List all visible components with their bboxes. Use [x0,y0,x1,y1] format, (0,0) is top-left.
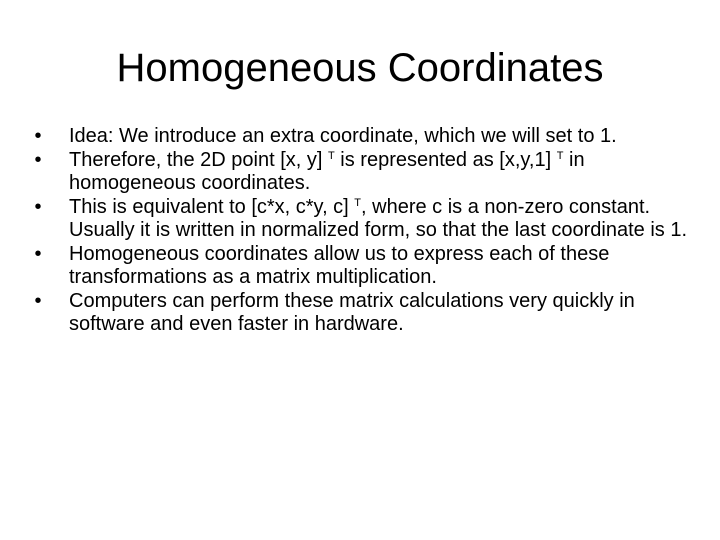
bullet-item-2d-point [28,149,688,196]
bullet-text-part: in homogeneous coordinates. [69,148,585,194]
slide-title: Homogeneous Coordinates [116,46,604,90]
bullet-text-part: , where c is a non-zero constant. Usually it is written in normalized form, so that the last coordinate is 1. [69,195,688,241]
transpose-superscript: T [354,196,362,209]
transpose-superscript: T [328,149,335,162]
bullet-text-part: This is equivalent to [c*x, c*y, c] [69,195,355,218]
bullet-item-computers [28,290,688,337]
bullet-dot-icon: • [34,148,42,171]
bullet-dot-icon: • [34,125,42,147]
bullet-item-matrix-multiplication [28,243,688,290]
bullet-text-part: Therefore, the 2D point [x, y] [69,148,329,171]
bullet-text: Computers can perform these matrix calculations very quickly in software and even faster in hardware. [69,289,635,335]
bullet-dot-icon: • [34,195,42,218]
bullet-list [28,125,688,337]
transpose-superscript: T [556,149,564,162]
bullet-text-part: is represented as [x,y,1] [334,148,557,171]
bullet-item-idea [28,125,688,149]
bullet-dot-icon: • [34,242,42,265]
bullet-dot-icon: • [34,289,42,312]
bullet-item-equivalence [28,196,688,243]
bullet-text: Idea: We introduce an extra coordinate, which we will set to 1. [69,125,617,147]
bullet-text: Homogeneous coordinates allow us to express each of these transformations as a matrix multiplication. [69,242,610,288]
